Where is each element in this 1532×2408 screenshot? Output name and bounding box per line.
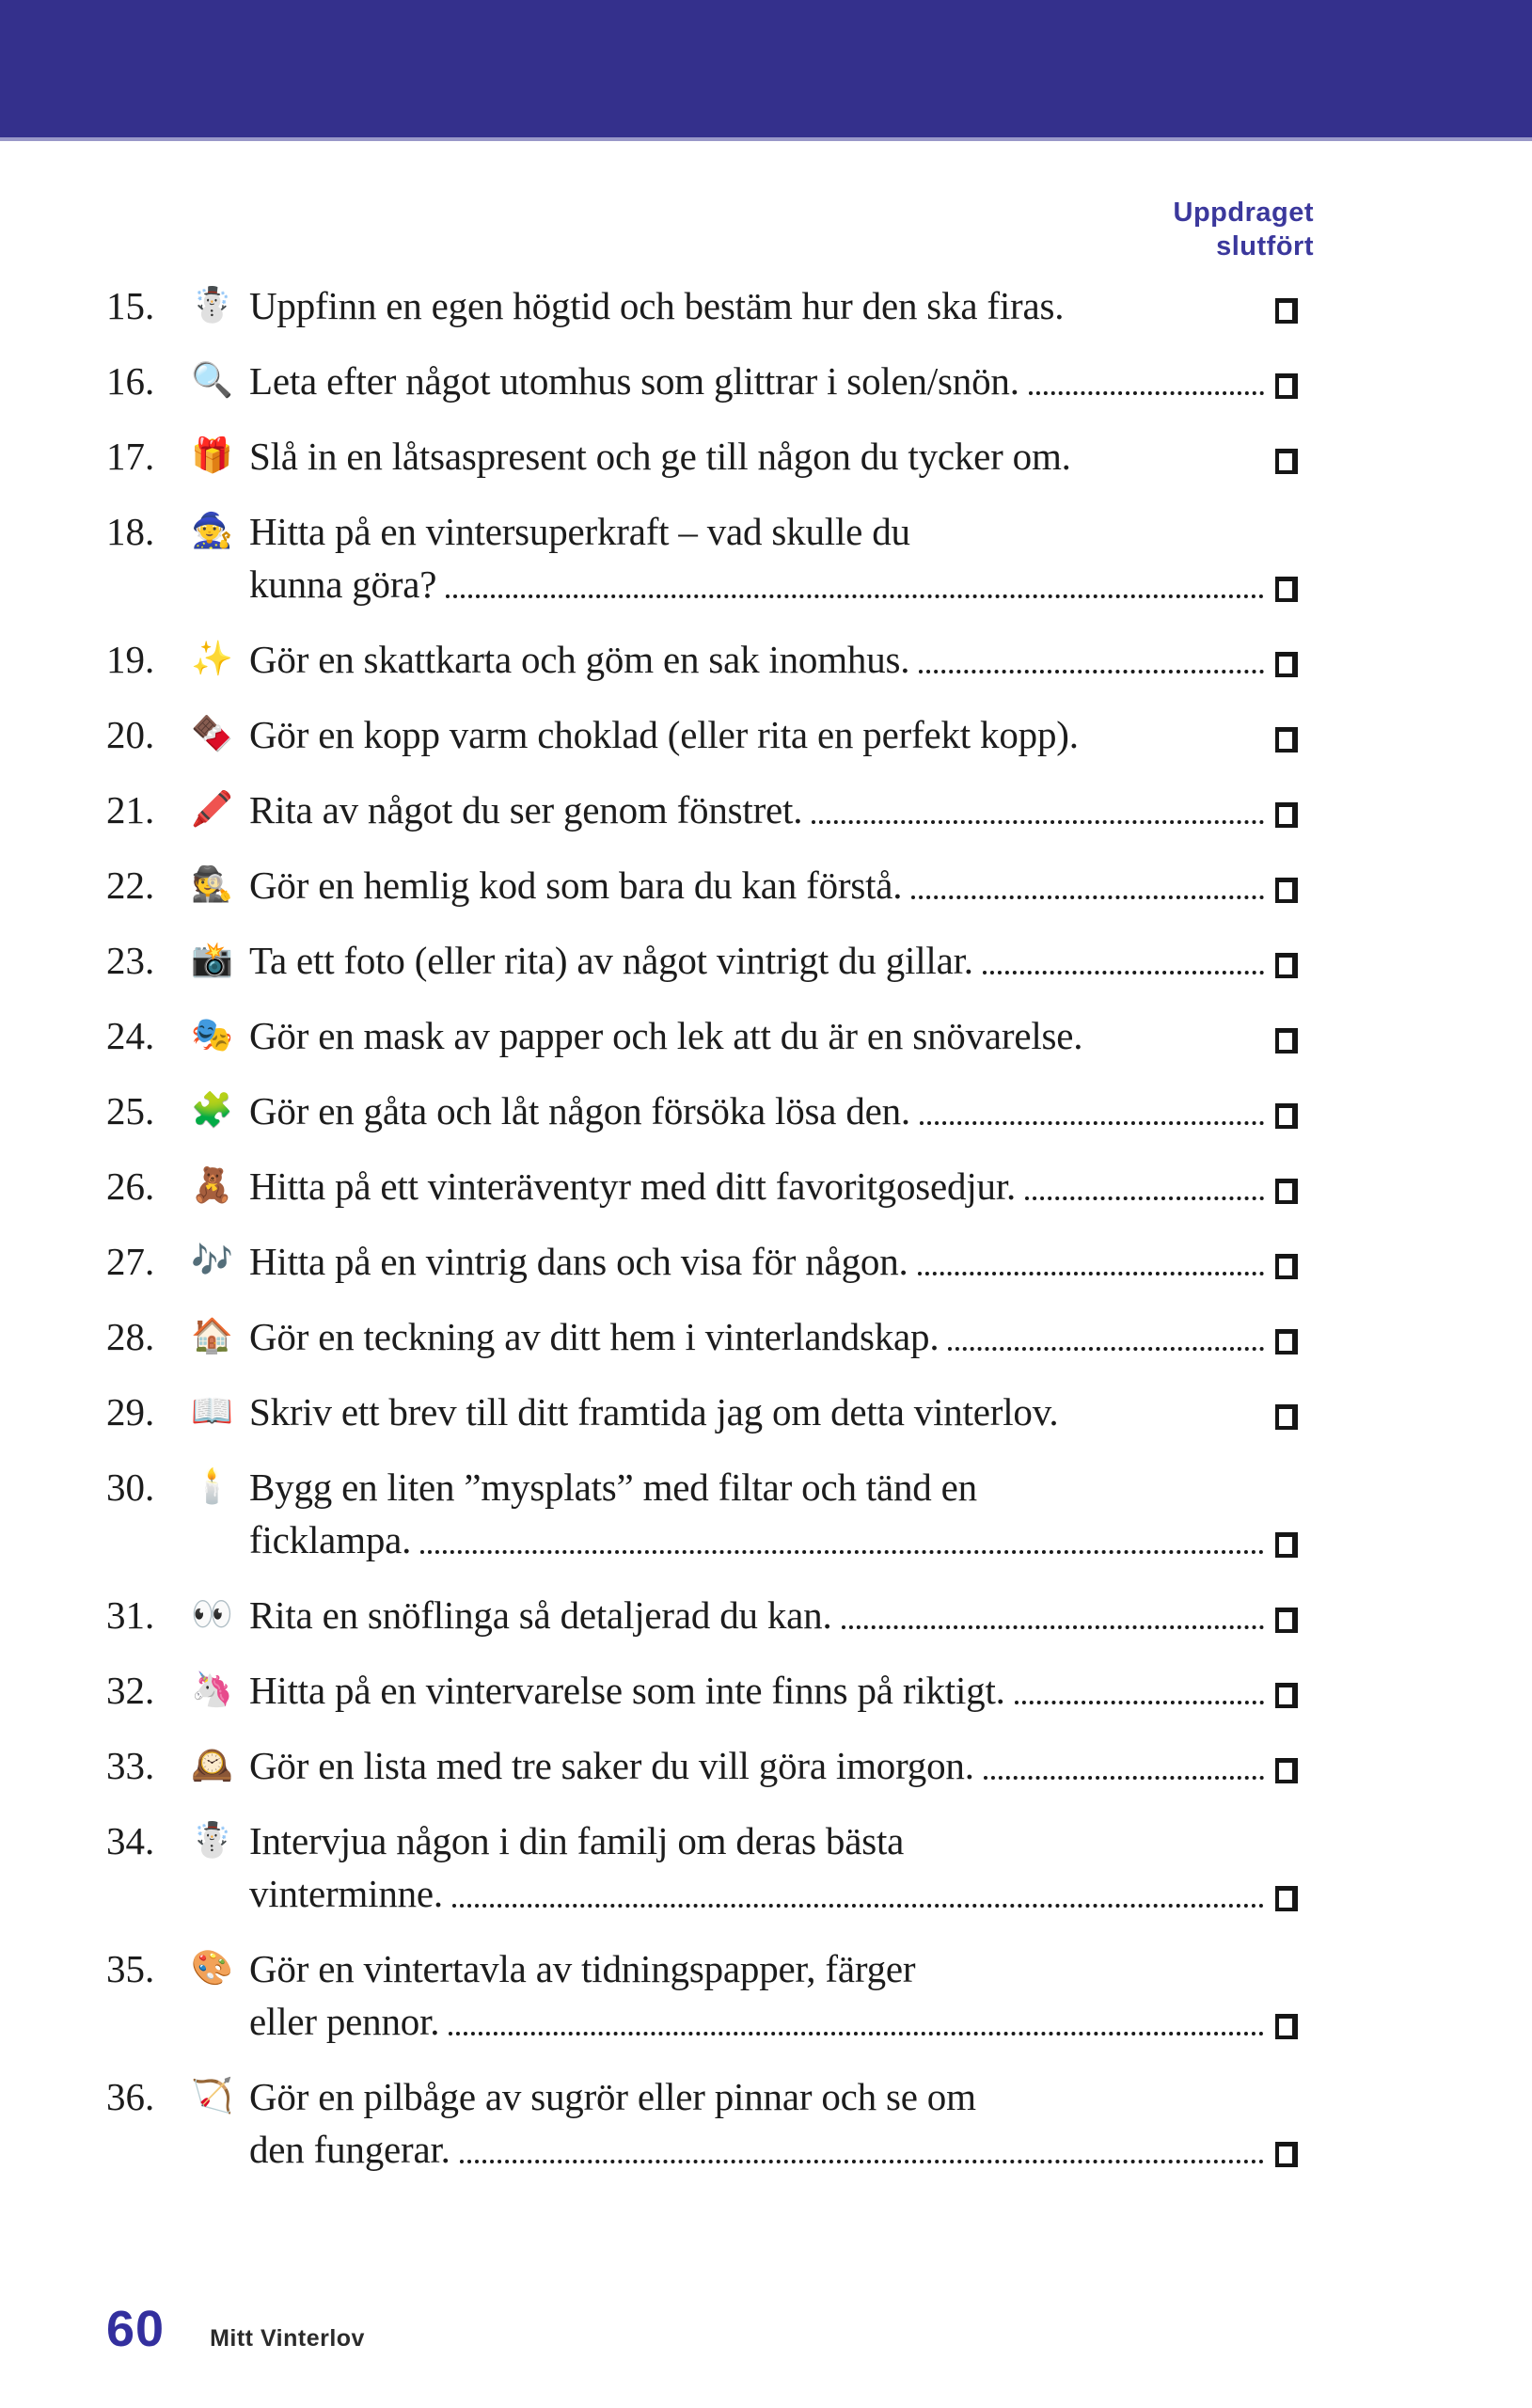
item-text: Hitta på ett vinteräventyr med ditt favoritgosedjur.	[249, 1164, 1017, 1208]
item-number: 19.	[106, 638, 155, 681]
item-text: Rita av något du ser genom fönstret.	[249, 788, 803, 832]
item-text: Gör en mask av papper och lek att du är en snövarelse.	[249, 1014, 1083, 1057]
list-item	[106, 1009, 1298, 1062]
dotted-leader	[1025, 1196, 1264, 1200]
item-text: ficklampa.	[249, 1518, 412, 1561]
completed-checkbox[interactable]	[1275, 1683, 1298, 1708]
item-number: 29.	[106, 1390, 155, 1434]
puzzle-piece-icon: 🧩	[191, 1091, 233, 1130]
checklist	[0, 279, 1532, 2198]
list-item	[106, 1739, 1298, 1792]
completed-label-line2: slutfört	[1216, 231, 1314, 261]
completed-checkbox[interactable]	[1275, 652, 1298, 677]
item-text: Uppfinn en egen högtid och bestäm hur den ska firas.	[249, 284, 1065, 327]
completed-checkbox[interactable]	[1275, 373, 1298, 399]
completed-checkbox[interactable]	[1275, 953, 1298, 978]
dotted-leader	[920, 1121, 1264, 1125]
item-number: 28.	[106, 1315, 155, 1358]
item-number: 31.	[106, 1593, 155, 1637]
candle-icon: 🕯️	[191, 1467, 233, 1506]
item-text: Bygg en liten ”mysplats” med filtar och tänd en	[249, 1465, 977, 1509]
item-text: Gör en lista med tre saker du vill göra imorgon.	[249, 1744, 974, 1787]
dotted-leader	[1092, 1046, 1264, 1050]
dotted-leader	[449, 2032, 1264, 2036]
chocolate-bar-icon: 🍫	[191, 715, 233, 753]
item-number: 18.	[106, 510, 155, 553]
completed-checkbox[interactable]	[1275, 727, 1298, 752]
performing-arts-icon: 🎭	[191, 1016, 233, 1054]
item-text: Slå in en låtsaspresent och ge till någon du tycker om.	[249, 435, 1071, 478]
completed-checkbox[interactable]	[1275, 802, 1298, 828]
musical-notes-icon: 🎶	[191, 1242, 233, 1280]
bow-and-arrow-icon: 🏹	[191, 2077, 233, 2115]
completed-checkbox[interactable]	[1275, 1179, 1298, 1204]
dotted-leader	[1029, 391, 1264, 395]
item-text: Ta ett foto (eller rita) av något vintrigt du gillar.	[249, 939, 973, 982]
camera-flash-icon: 📸	[191, 941, 233, 979]
item-text: Hitta på en vintervarelse som inte finns på riktigt.	[249, 1669, 1005, 1712]
list-item	[106, 1386, 1298, 1438]
completed-checkbox[interactable]	[1275, 1103, 1298, 1129]
dotted-leader	[842, 1625, 1264, 1629]
dotted-leader	[948, 1347, 1264, 1351]
completed-checkbox[interactable]	[1275, 298, 1298, 324]
item-text: Gör en hemlig kod som bara du kan förstå.	[249, 863, 903, 907]
dotted-leader	[452, 1904, 1264, 1908]
list-item	[106, 505, 1298, 610]
completed-checkbox[interactable]	[1275, 1404, 1298, 1430]
list-item	[106, 430, 1298, 483]
list-item	[106, 355, 1298, 407]
completed-checkbox[interactable]	[1275, 1254, 1298, 1279]
dotted-leader	[446, 594, 1264, 598]
item-text: Leta efter något utomhus som glittrar i solen/snön.	[249, 359, 1019, 403]
crayon-icon: 🖍️	[191, 790, 233, 829]
item-text: kunna göra?	[249, 562, 437, 606]
item-number: 34.	[106, 1819, 155, 1862]
item-text: Gör en kopp varm choklad (eller rita en perfekt kopp).	[249, 713, 1079, 756]
completed-checkbox[interactable]	[1275, 1028, 1298, 1054]
item-text: Rita en snöflinga så detaljerad du kan.	[249, 1593, 832, 1637]
list-item	[106, 859, 1298, 911]
list-item	[106, 1589, 1298, 1641]
item-number: 27.	[106, 1240, 155, 1283]
item-text: Gör en teckning av ditt hem i vinterlandskap.	[249, 1315, 940, 1358]
item-number: 26.	[106, 1164, 155, 1208]
item-number: 21.	[106, 788, 155, 832]
list-item	[106, 708, 1298, 761]
item-number: 36.	[106, 2075, 155, 2118]
dotted-leader	[984, 1776, 1264, 1780]
list-item	[106, 1664, 1298, 1717]
item-number: 24.	[106, 1014, 155, 1057]
dotted-leader	[420, 1550, 1264, 1554]
item-text: Intervjua någon i din familj om deras bästa	[249, 1819, 905, 1862]
dotted-leader	[1067, 1422, 1264, 1426]
top-banner	[0, 0, 1532, 141]
item-text: Skriv ett brev till ditt framtida jag om detta vinterlov.	[249, 1390, 1059, 1434]
list-item	[106, 1085, 1298, 1137]
item-number: 15.	[106, 284, 155, 327]
teddy-bear-icon: 🧸	[191, 1166, 233, 1205]
mantelpiece-clock-icon: 🕰️	[191, 1746, 233, 1784]
dotted-leader	[918, 1272, 1264, 1275]
completed-checkbox[interactable]	[1275, 577, 1298, 602]
item-number: 33.	[106, 1744, 155, 1787]
list-item	[106, 934, 1298, 987]
dotted-leader	[1088, 745, 1264, 749]
list-item	[106, 1942, 1298, 2048]
dotted-leader	[919, 670, 1264, 673]
completed-checkbox[interactable]	[1275, 1329, 1298, 1354]
list-item	[106, 1814, 1298, 1920]
item-text: Gör en skattkarta och göm en sak inomhus.	[249, 638, 910, 681]
dotted-leader	[1073, 316, 1264, 320]
item-number: 22.	[106, 863, 155, 907]
snowman-icon: ☃️	[191, 286, 233, 325]
dotted-leader	[812, 820, 1264, 824]
list-item	[106, 784, 1298, 836]
magnifying-glass-icon: 🔍	[191, 361, 233, 400]
item-text: Gör en gåta och låt någon försöka lösa den.	[249, 1089, 910, 1133]
eyes-icon: 👀	[191, 1595, 233, 1634]
list-item	[106, 279, 1298, 332]
completed-checkbox[interactable]	[1275, 1608, 1298, 1633]
snowman-icon: ☃️	[191, 1821, 233, 1860]
completed-checkbox[interactable]	[1275, 2014, 1298, 2039]
item-text: Hitta på en vintrig dans och visa för någon.	[249, 1240, 908, 1283]
completed-column-header	[1174, 196, 1315, 263]
page-number: 60	[106, 2301, 166, 2357]
list-item	[106, 1310, 1298, 1363]
house-icon: 🏠	[191, 1317, 233, 1355]
completed-checkbox[interactable]	[1275, 2142, 1298, 2167]
dotted-leader	[1015, 1701, 1264, 1704]
item-text: vinterminne.	[249, 1872, 443, 1915]
list-item	[106, 1461, 1298, 1566]
open-book-icon: 📖	[191, 1392, 233, 1431]
item-text: Gör en vintertavla av tidningspapper, färger	[249, 1947, 916, 1990]
item-text: Hitta på en vintersuperkraft – vad skulle du	[249, 510, 910, 553]
dotted-leader	[1081, 467, 1264, 470]
item-text: den fungerar.	[249, 2128, 450, 2171]
item-number: 16.	[106, 359, 155, 403]
completed-checkbox[interactable]	[1275, 449, 1298, 474]
completed-checkbox[interactable]	[1275, 1758, 1298, 1783]
sparkles-icon: ✨	[191, 640, 233, 678]
dotted-leader	[460, 2160, 1264, 2163]
item-number: 32.	[106, 1669, 155, 1712]
completed-checkbox[interactable]	[1275, 1886, 1298, 1911]
gift-icon: 🎁	[191, 436, 233, 475]
item-number: 17.	[106, 435, 155, 478]
book-title: Mitt Vinterlov	[210, 2325, 365, 2352]
mage-icon: 🧙	[191, 512, 233, 550]
completed-checkbox[interactable]	[1275, 1532, 1298, 1558]
completed-checkbox[interactable]	[1275, 878, 1298, 903]
unicorn-icon: 🦄	[191, 1671, 233, 1709]
list-item	[106, 1235, 1298, 1288]
item-text: Gör en pilbåge av sugrör eller pinnar och se om	[249, 2075, 976, 2118]
completed-label-line1: Uppdraget	[1173, 198, 1314, 228]
item-number: 20.	[106, 713, 155, 756]
page-footer	[106, 2300, 365, 2358]
dotted-leader	[911, 895, 1264, 899]
dotted-leader	[983, 971, 1264, 974]
item-text: eller pennor.	[249, 2000, 440, 2043]
item-number: 23.	[106, 939, 155, 982]
list-item	[106, 1160, 1298, 1212]
artist-palette-icon: 🎨	[191, 1949, 233, 1988]
item-number: 35.	[106, 1947, 155, 1990]
list-item	[106, 2070, 1298, 2176]
detective-icon: 🕵️	[191, 865, 233, 904]
list-item	[106, 633, 1298, 686]
item-number: 30.	[106, 1465, 155, 1509]
item-number: 25.	[106, 1089, 155, 1133]
